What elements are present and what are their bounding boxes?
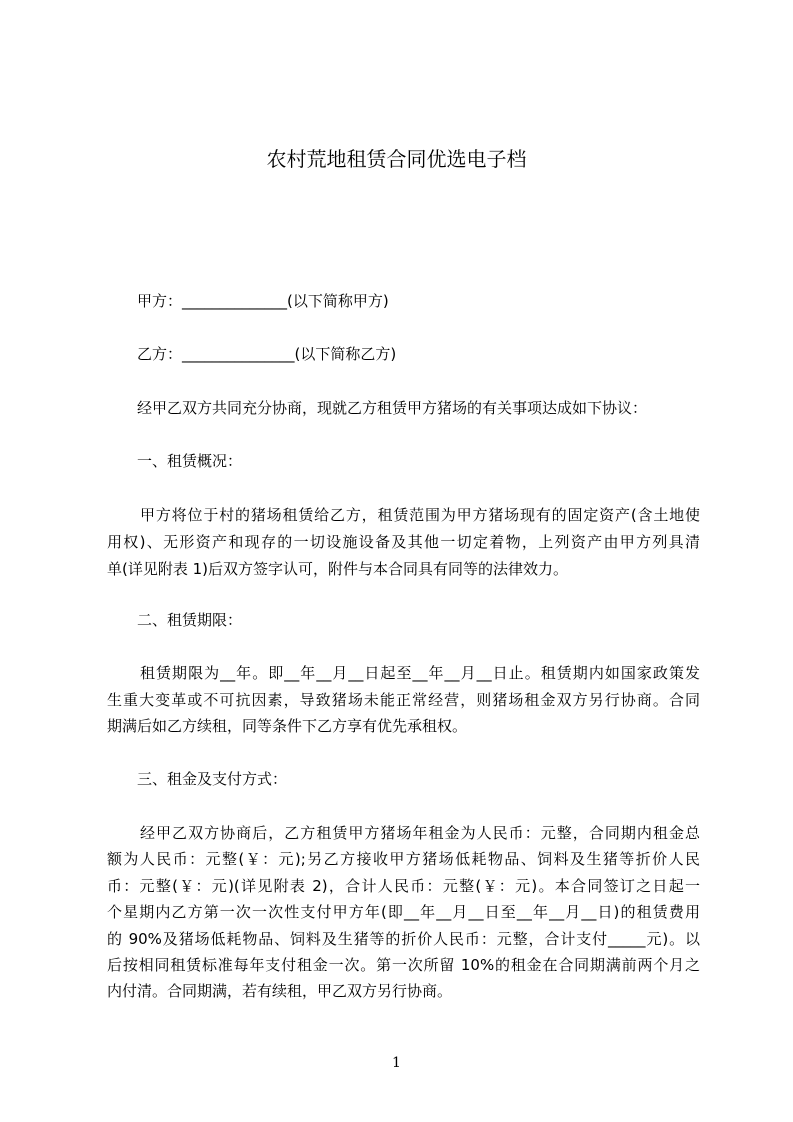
section-1-heading: 一、租赁概况： bbox=[137, 452, 243, 470]
document-title: 农村荒地租赁合同优选电子档 bbox=[266, 147, 527, 171]
section-3-line: 内付清。合同期满，若有续租，甲乙双方另行协商。 bbox=[107, 982, 453, 1000]
section-3-heading: 三、租金及支付方式： bbox=[137, 770, 288, 788]
section-2-heading: 二、租赁期限： bbox=[137, 611, 243, 629]
intro-paragraph: 经甲乙双方共同充分协商，现就乙方租赁甲方猪场的有关事项达成如下协议： bbox=[137, 399, 648, 417]
section-2-line: 期满后如乙方续租，同等条件下乙方享有优先承租权。 bbox=[107, 717, 468, 735]
section-3-line: 币：元整(￥：元)(详见附表 2)，合计人民币：元整(￥：元)。本合同签订之日起一 bbox=[107, 877, 700, 895]
section-2-line: 租赁期限为__年。即__年__月__日起至__年__月__日止。租赁期内如国家政策发 bbox=[140, 664, 700, 682]
section-3-line: 后按相同租赁标准每年支付租金一次。第一次所留 10%的租金在合同期满前两个月之 bbox=[107, 956, 700, 974]
section-3-line: 个星期内乙方第一次一次性支付甲方年(即__年__月__日至__年__月__日)的租赁费用 bbox=[107, 903, 700, 921]
section-3-line: 经甲乙双方协商后，乙方租赁甲方猪场年租金为人民币：元整，合同期内租金总 bbox=[140, 824, 700, 842]
page-number: 1 bbox=[392, 1055, 401, 1071]
section-1-line: 甲方将位于村的猪场租赁给乙方，租赁范围为甲方猪场现有的固定资产(含土地使 bbox=[140, 506, 700, 524]
section-3-line: 额为人民币：元整(￥：元);另乙方接收甲方猪场低耗物品、饲料及生猪等折价人民 bbox=[107, 850, 700, 868]
section-1-line: 用权)、无形资产和现存的一切设施设备及其他一切定着物，上列资产由甲方列具清 bbox=[107, 533, 700, 551]
party-b-line: 乙方：_______________(以下简称乙方) bbox=[137, 345, 397, 363]
section-2-line: 生重大变革或不可抗因素，导致猪场未能正常经营，则猪场租金双方另行协商。合同 bbox=[107, 691, 700, 709]
section-3-line: 的 90%及猪场低耗物品、饲料及生猪等的折价人民币：元整，合计支付_____元)。以 bbox=[107, 930, 700, 948]
party-a-line: 甲方：______________(以下简称甲方) bbox=[137, 292, 389, 310]
section-1-line: 单(详见附表 1)后双方签字认可，附件与本合同具有同等的法律效力。 bbox=[107, 560, 569, 578]
